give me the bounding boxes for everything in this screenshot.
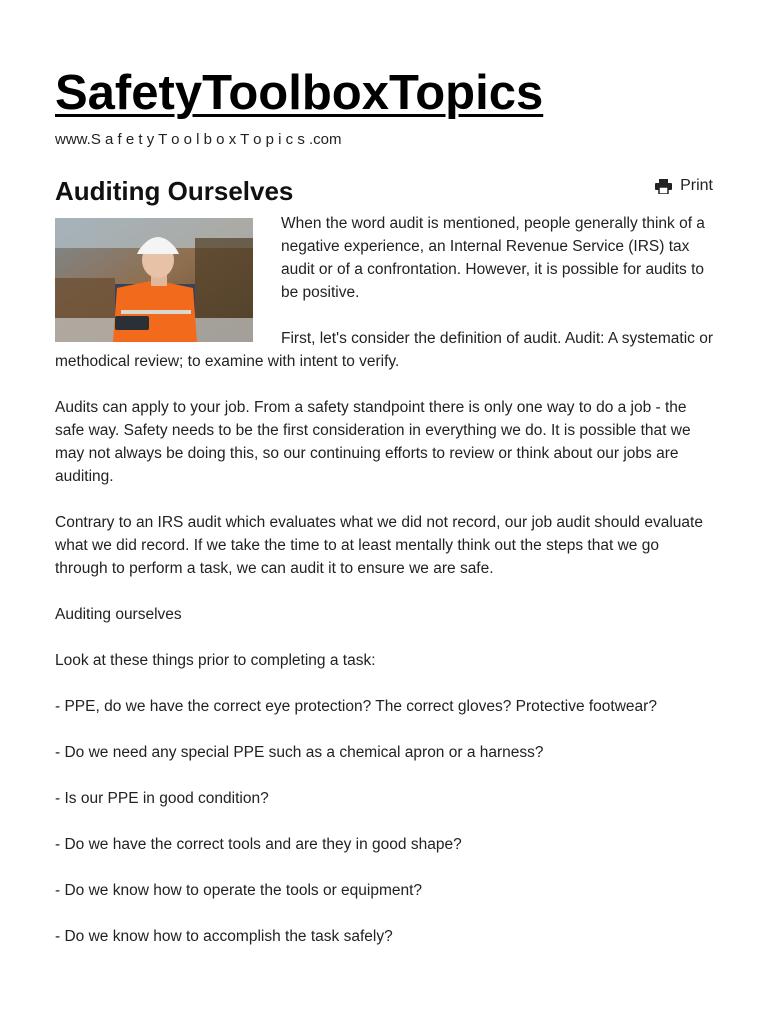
list-item: - Do we need any special PPE such as a chemical apron or a harness? bbox=[55, 744, 544, 761]
paragraph-5: Auditing ourselves bbox=[55, 606, 182, 623]
list-item: - Do we know how to operate the tools or equipment? bbox=[55, 882, 423, 899]
print-label: Print bbox=[680, 177, 713, 194]
paragraph-1: When the word audit is mentioned, people generally think of a negative experience, an Internal Revenue Service (IRS) tax audit or of a confrontation. However, it is possible for audits to be positive. bbox=[281, 215, 705, 301]
paragraph-4: Contrary to an IRS audit which evaluates what we did not record, our job audit should evaluate what we did record. If we take the time to at least mentally think out the steps that we go through to perform a task, we can audit it to ensure we are safe. bbox=[55, 514, 703, 577]
article-body bbox=[55, 212, 715, 971]
paragraph-6: Look at these things prior to completing a task: bbox=[55, 652, 376, 669]
site-title-link[interactable]: SafetyToolboxTopics bbox=[55, 66, 544, 120]
site-url: www.S a f e t y T o o l b o x T o p i c s .com bbox=[55, 131, 342, 148]
list-item: - Is our PPE in good condition? bbox=[55, 790, 269, 807]
list-item: - PPE, do we have the correct eye protection? The correct gloves? Protective footwear? bbox=[55, 698, 657, 715]
article-title: Auditing Ourselves bbox=[55, 176, 294, 206]
list-item: - Do we know how to accomplish the task safely? bbox=[55, 928, 393, 945]
print-button[interactable] bbox=[655, 175, 713, 197]
printer-icon bbox=[655, 179, 672, 194]
paragraph-3: Audits can apply to your job. From a safety standpoint there is only one way to do a job - the safe way. Safety needs to be the first consideration in everything we do. It is possible that we may not always be doing this, so our continuing efforts to review or think about our jobs are auditing. bbox=[55, 399, 691, 485]
paragraph-2: First, let's consider the definition of audit. Audit: A systematic or methodical review; to examine with intent to verify. bbox=[55, 330, 714, 370]
list-item: - Do we have the correct tools and are they in good shape? bbox=[55, 836, 462, 853]
worker-photo bbox=[55, 218, 253, 342]
